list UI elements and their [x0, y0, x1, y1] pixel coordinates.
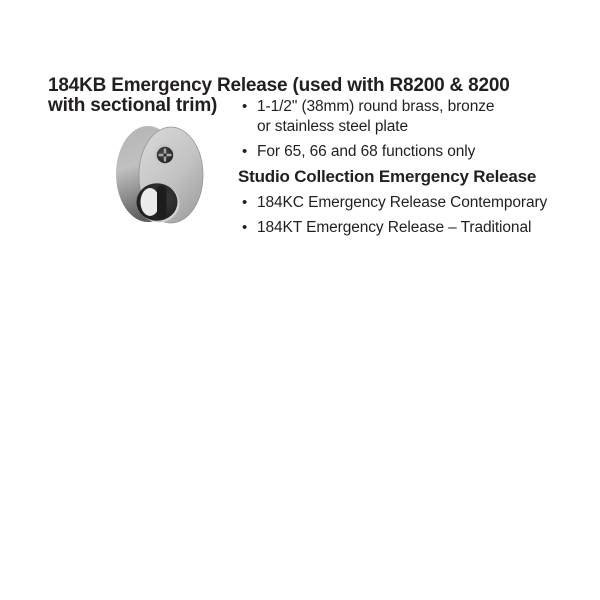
product-title-line2: with sectional trim)	[48, 94, 218, 116]
studio-line: 184KC Emergency Release Contemporary	[257, 194, 548, 211]
feature-line: For 65, 66 and 68 functions only	[257, 143, 476, 160]
screw-center	[163, 153, 166, 156]
product-photo-emergency-release-plate	[112, 121, 207, 225]
bullet-icon: •	[242, 98, 248, 115]
bullet-icon: •	[242, 219, 248, 236]
turn-slot-highlight	[141, 188, 160, 216]
feature-line: 1-1/2" (38mm) round brass, bronze	[257, 98, 495, 115]
studio-line: 184KT Emergency Release – Traditional	[257, 219, 532, 236]
studio-collection-heading: Studio Collection Emergency Release	[238, 167, 537, 186]
feature-item	[238, 142, 573, 162]
feature-text	[257, 142, 475, 162]
studio-text	[257, 218, 531, 238]
studio-item	[238, 218, 573, 238]
studio-list	[238, 193, 573, 238]
feature-list	[238, 97, 573, 162]
feature-line: or stainless steel plate	[257, 118, 408, 135]
bullet-icon: •	[242, 194, 248, 211]
feature-text	[257, 97, 494, 137]
feature-item	[238, 97, 573, 137]
turn-slot-bar	[157, 186, 167, 219]
studio-item	[238, 193, 573, 213]
plate-illustration	[112, 121, 207, 225]
product-title-line1: 184KB Emergency Release (used with R8200 & 8200	[48, 74, 510, 96]
bullet-icon: •	[242, 143, 248, 160]
product-details	[238, 97, 573, 243]
studio-text	[257, 193, 547, 213]
